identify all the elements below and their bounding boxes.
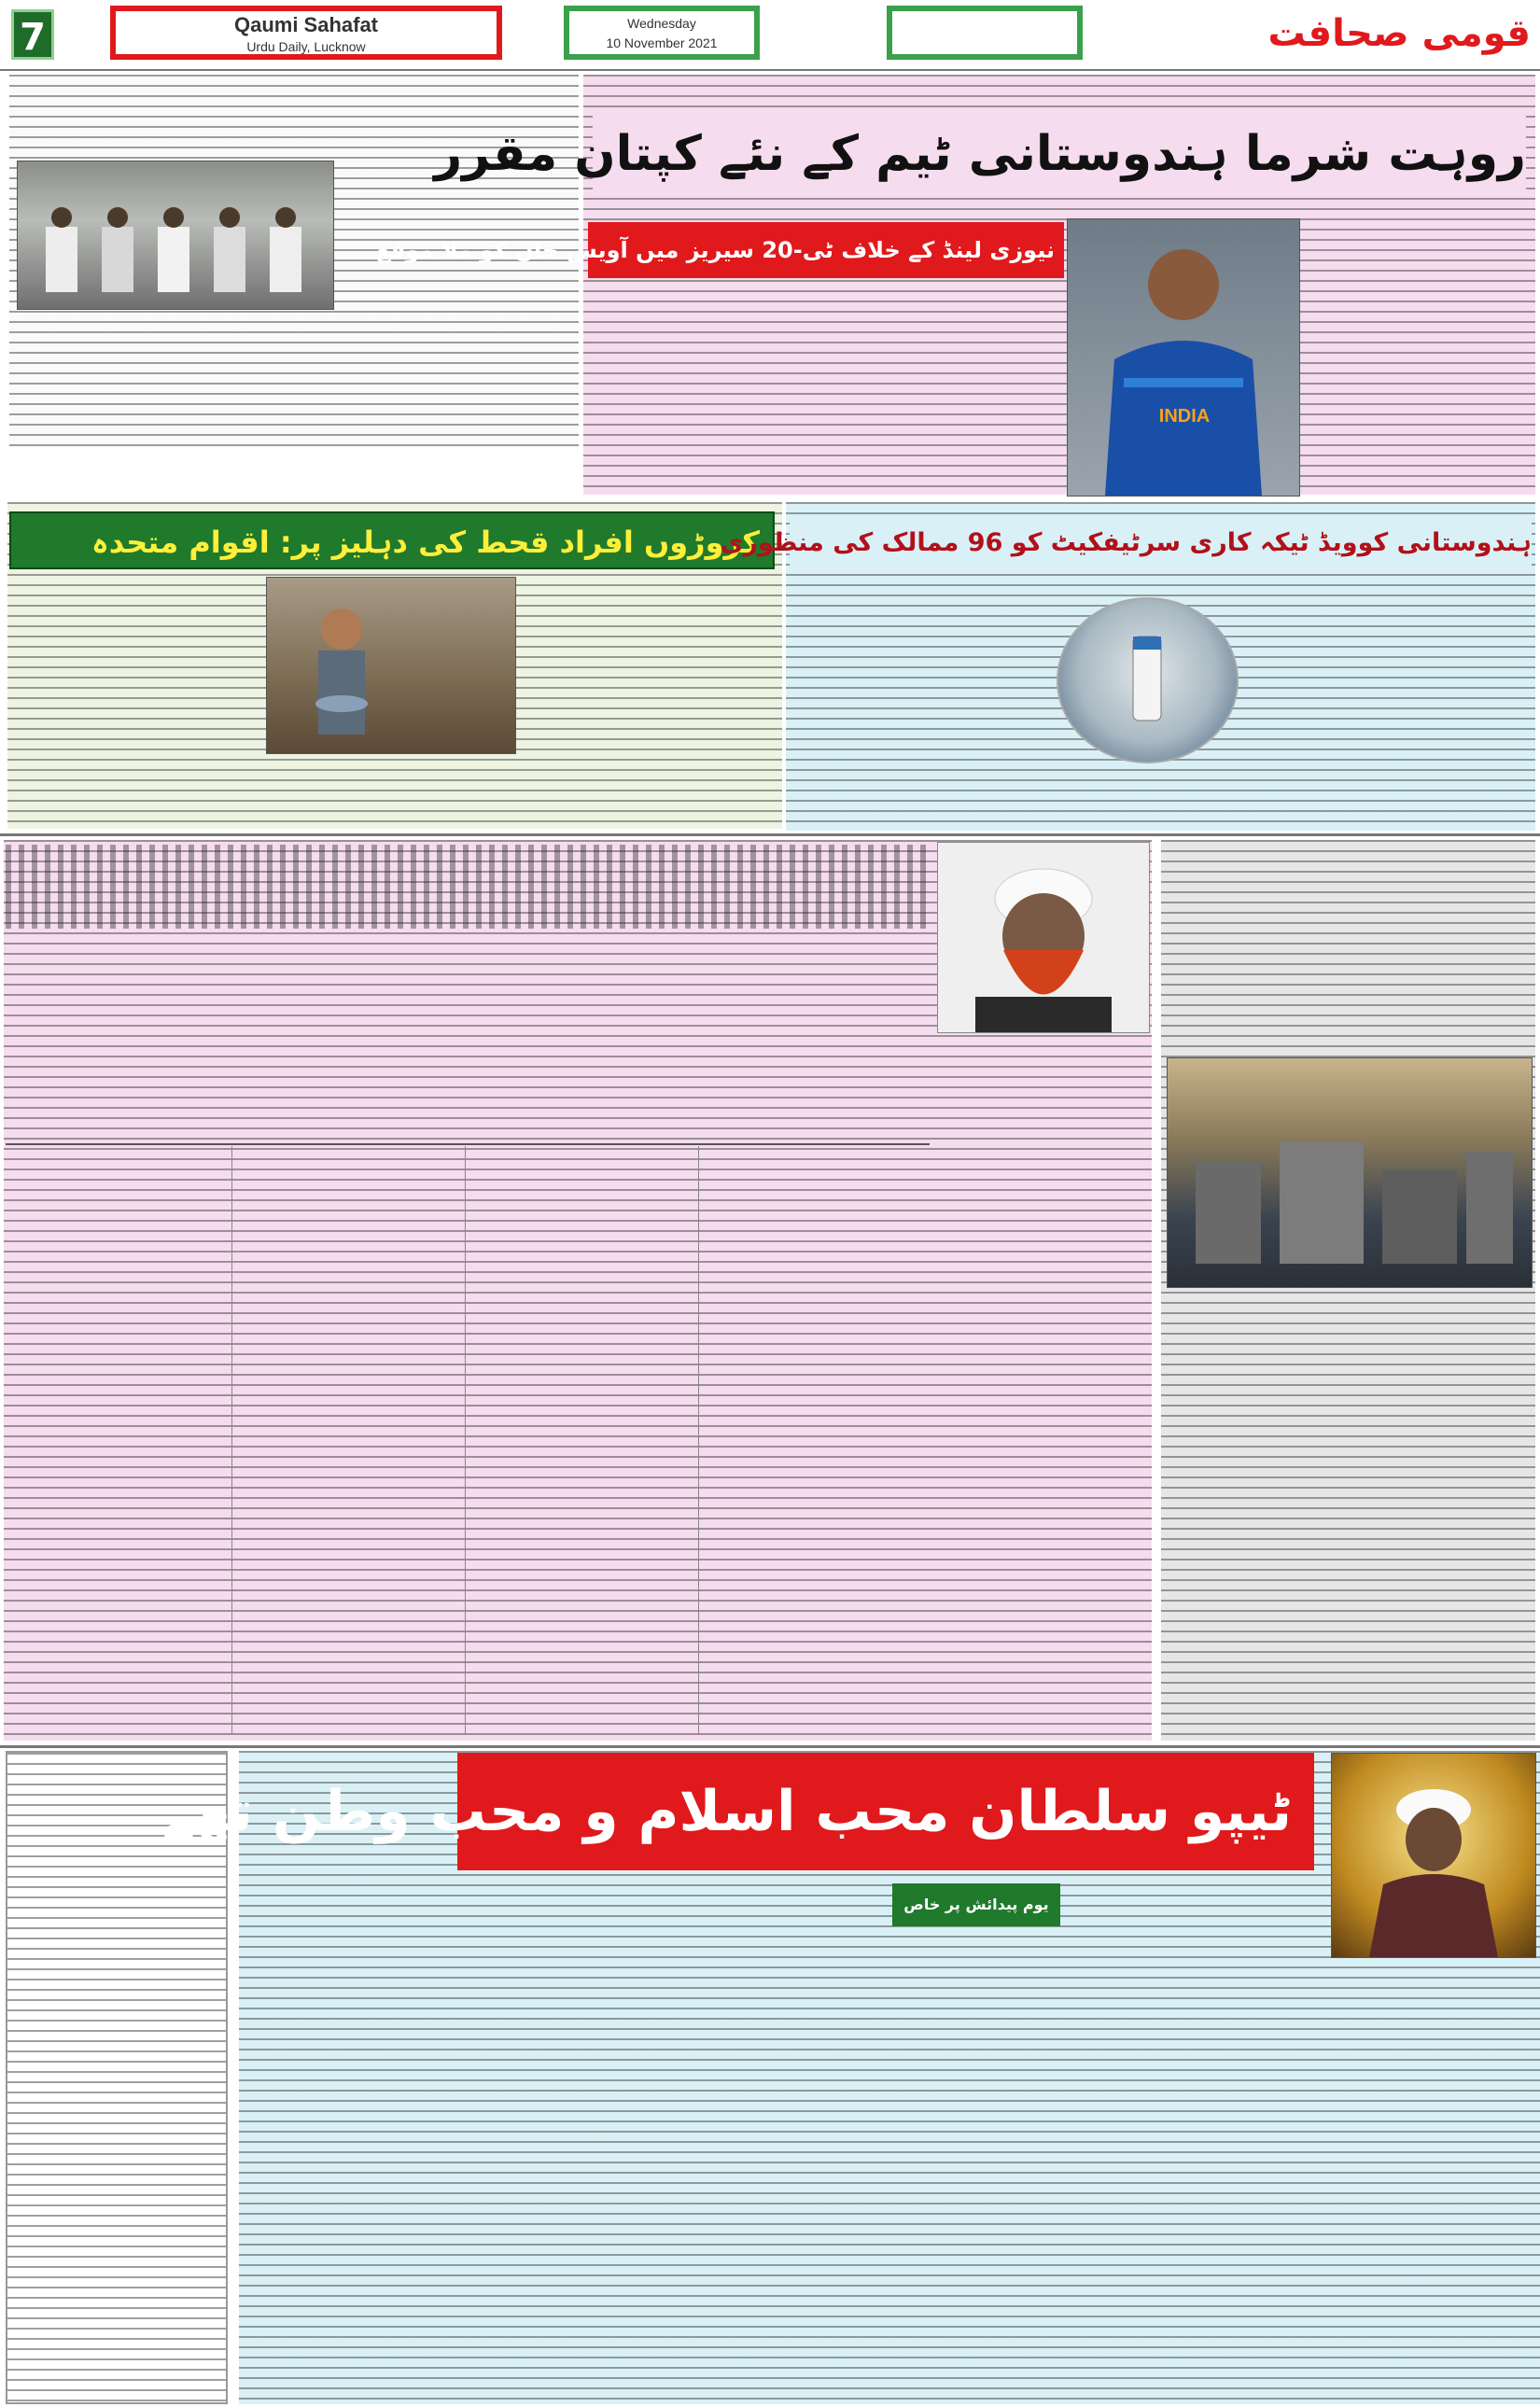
opinion-rule <box>6 1143 930 1145</box>
rohit-headline: روہت شرما ہندوستانی ٹیم کے نئے کپتان مقرر <box>593 112 1526 196</box>
paper-sub: Urdu Daily, Lucknow <box>246 39 366 54</box>
famine-headline: کروڑوں افراد قحط کی دہلیز پر: اقوام متحدہ <box>9 511 775 569</box>
scholar-portrait <box>1332 1754 1535 1957</box>
group-photo-figures <box>18 161 333 309</box>
author-photo <box>937 842 1150 1033</box>
scholar-photo <box>1331 1753 1536 1958</box>
band-rule-1 <box>0 833 1540 836</box>
band-rule-2 <box>0 1745 1540 1748</box>
masthead-rule <box>0 69 1540 71</box>
opinion-col-rule-3 <box>698 1146 699 1734</box>
famine-photo <box>266 577 516 754</box>
masthead <box>0 0 1540 67</box>
jersey-text: INDIA <box>1158 406 1211 427</box>
rohit-photo <box>1067 218 1300 497</box>
opinion-col-rule-1 <box>231 1146 232 1734</box>
rohit-subhead: نیوزی لینڈ کے خلاف ٹی-20 سیریز میں آویس خان کو ملا موقع <box>588 222 1064 278</box>
author-portrait <box>938 843 1149 1032</box>
vaccine-photo <box>1057 597 1239 763</box>
right-sidebar-story <box>1161 840 1535 1741</box>
section-title: قومی صحافت <box>1267 12 1531 55</box>
page-number: 7 <box>11 9 54 60</box>
tipu-headline: ٹیپو سلطان محب اسلام و محب وطن تھے <box>457 1753 1314 1870</box>
construction-site <box>1168 1058 1532 1287</box>
group-photo <box>17 161 334 310</box>
date-box <box>564 6 760 60</box>
day-label: Wednesday <box>627 16 696 31</box>
date-label: 10 November 2021 <box>606 35 718 50</box>
vaccine-vial-icon <box>1058 599 1237 762</box>
child-figure <box>267 578 515 753</box>
paper-name-box <box>110 6 502 60</box>
opinion-col-rule-2 <box>465 1146 466 1734</box>
cricketer-figure <box>1068 219 1299 496</box>
construction-photo <box>1167 1057 1533 1288</box>
issue-box <box>887 6 1083 60</box>
opinion-headline-graphic <box>6 845 930 929</box>
paper-name: Qaumi Sahafat <box>233 13 379 36</box>
tipu-tag: یوم پیدائش پر خاص <box>892 1883 1060 1926</box>
covid-headline: ہندوستانی کوویڈ ٹیکہ کاری سرٹیفکیٹ کو 96 ممالک کی منظوری <box>790 515 1532 571</box>
